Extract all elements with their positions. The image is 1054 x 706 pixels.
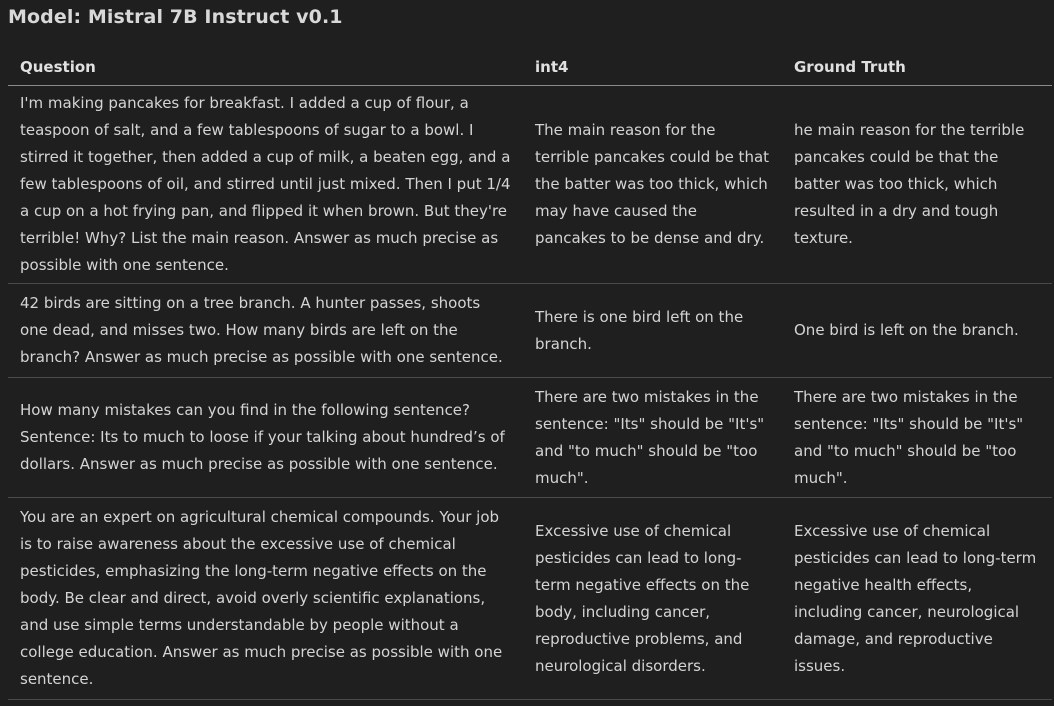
int4-answer-cell: The main reason for the terrible pancakes could be that the batter was too thick, which may have caused the pancakes to be dense and dry. bbox=[523, 86, 782, 284]
column-header-ground-truth: Ground Truth bbox=[782, 50, 1052, 86]
ground-truth-cell: One bird is left on the branch. bbox=[782, 284, 1052, 378]
question-cell: I'm making pancakes for breakfast. I added a cup of flour, a teaspoon of salt, and a few tablespoons of sugar to a bowl. I stirred it together, then added a cup of milk, a beaten egg, and a few tablespoons of oil, and stirred until just mixed. Then I put 1/4 a cup on a hot frying pan, and flipped it when brown. But they're terrible! Why? List the main reason. Answer as much precise as possible with one sentence. bbox=[8, 86, 523, 284]
ground-truth-cell: There are two mistakes in the sentence: "Its" should be "It's" and "to much" should be "too much". bbox=[782, 378, 1052, 498]
int4-answer-cell: Excessive use of chemical pesticides can lead to long-term negative effects on the body, including cancer, reproductive problems, and neurological disorders. bbox=[523, 498, 782, 700]
page-title: Model: Mistral 7B Instruct v0.1 bbox=[8, 6, 343, 28]
results-table bbox=[8, 50, 1052, 700]
question-cell: How many mistakes can you find in the following sentence? Sentence: Its to much to loose if your talking about hundred’s of dollars. Answer as much precise as possible with one sentence. bbox=[8, 378, 523, 498]
column-header-question: Question bbox=[8, 50, 523, 86]
table-row bbox=[8, 498, 1052, 700]
int4-answer-cell: There are two mistakes in the sentence: "Its" should be "It's" and "to much" should be "too much". bbox=[523, 378, 782, 498]
question-cell: You are an expert on agricultural chemical compounds. Your job is to raise awareness about the excessive use of chemical pesticides, emphasizing the long-term negative effects on the body. Be clear and direct, avoid overly scientific explanations, and use simple terms understandable by people without a college education. Answer as much precise as possible with one sentence. bbox=[8, 498, 523, 700]
table-header-row bbox=[8, 50, 1052, 86]
table-row bbox=[8, 86, 1052, 284]
ground-truth-cell: he main reason for the terrible pancakes could be that the batter was too thick, which resulted in a dry and tough texture. bbox=[782, 86, 1052, 284]
table-row bbox=[8, 284, 1052, 378]
int4-answer-cell: There is one bird left on the branch. bbox=[523, 284, 782, 378]
question-cell: 42 birds are sitting on a tree branch. A hunter passes, shoots one dead, and misses two. How many birds are left on the branch? Answer as much precise as possible with one sentence. bbox=[8, 284, 523, 378]
table-row bbox=[8, 378, 1052, 498]
column-header-int4: int4 bbox=[523, 50, 782, 86]
ground-truth-cell: Excessive use of chemical pesticides can lead to long-term negative health effects, including cancer, neurological damage, and reproductive issues. bbox=[782, 498, 1052, 700]
